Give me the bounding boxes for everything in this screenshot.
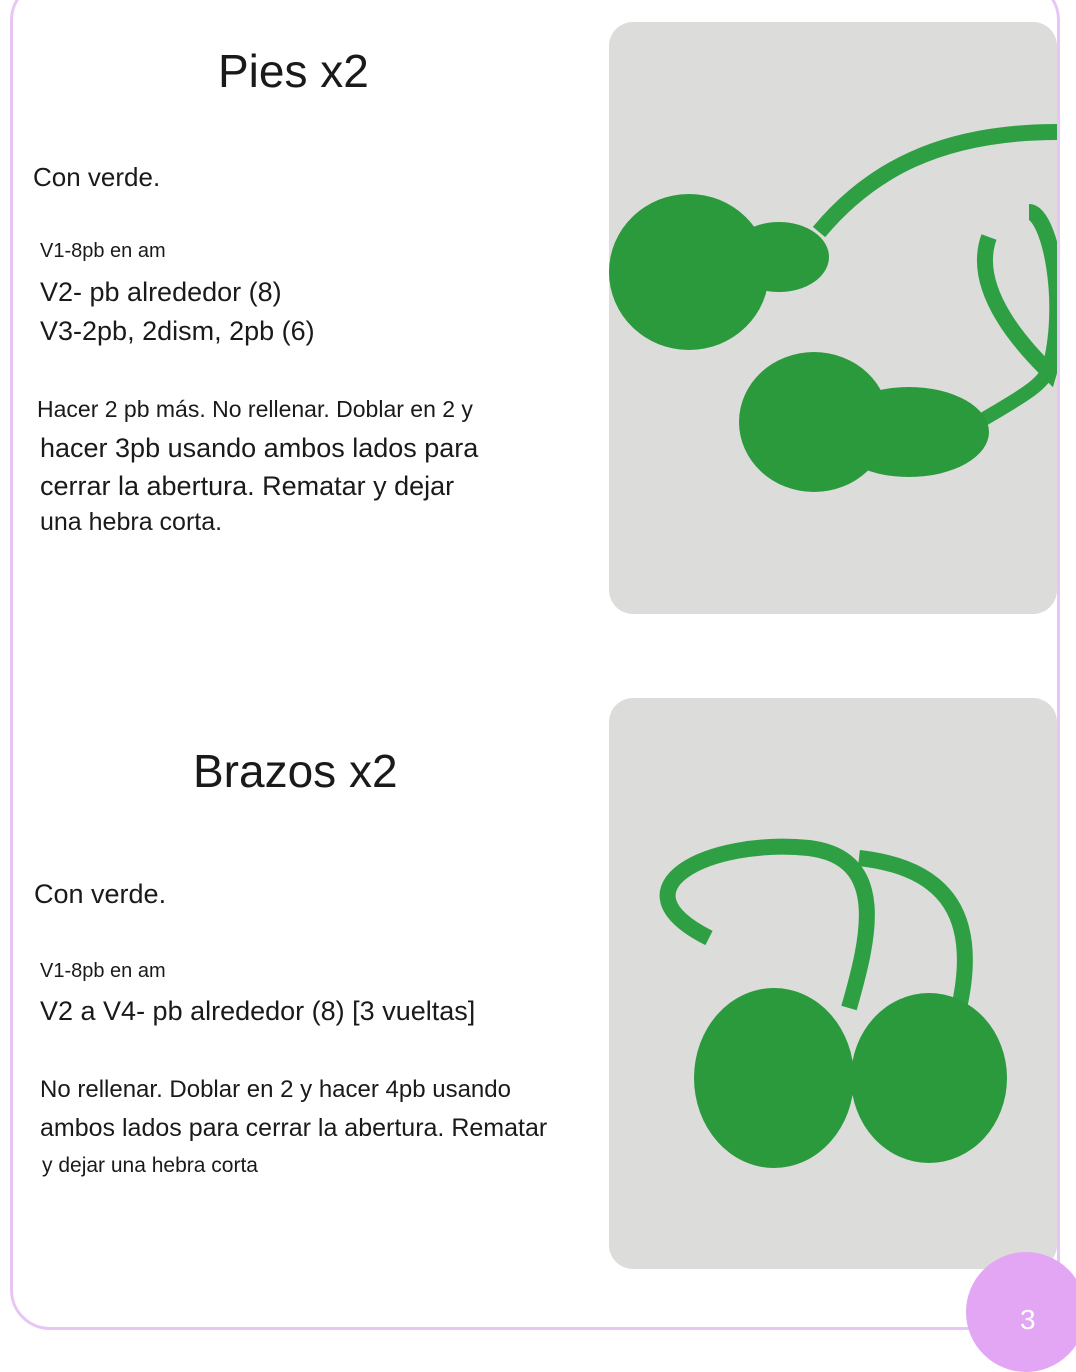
page-number-badge (966, 1252, 1076, 1372)
brazos-photo (609, 698, 1057, 1269)
pies-title: Pies x2 (218, 45, 369, 97)
green-feet-image (609, 22, 1057, 614)
brazos-instr-1: No rellenar. Doblar en 2 y hacer 4pb usando (40, 1076, 511, 1103)
pies-instr-4: una hebra corta. (40, 508, 223, 536)
green-arms-image (609, 698, 1057, 1269)
brazos-v2: V2 a V4- pb alrededor (8) [3 vueltas] (40, 996, 476, 1026)
pies-instr-2: hacer 3pb usando ambos lados para (40, 433, 479, 463)
pies-instr-3: cerrar la abertura. Rematar y dejar (40, 471, 455, 501)
brazos-instr-3: y dejar una hebra corta (42, 1154, 258, 1177)
pies-v1: V1-8pb en am (40, 240, 166, 262)
brazos-color: Con verde. (34, 879, 167, 909)
pies-instr-1: Hacer 2 pb más. No rellenar. Doblar en 2 y (37, 396, 473, 422)
pies-v3: V3-2pb, 2dism, 2pb (6) (40, 316, 315, 346)
brazos-v1: V1-8pb en am (40, 960, 166, 982)
pies-v2: V2- pb alrededor (8) (40, 277, 282, 307)
brazos-instr-2: ambos lados para cerrar la abertura. Rematar (40, 1114, 548, 1142)
pies-color: Con verde. (33, 162, 161, 192)
pies-photo (609, 22, 1057, 614)
brazos-title: Brazos x2 (193, 745, 398, 797)
page-number: 3 (1020, 1304, 1036, 1335)
